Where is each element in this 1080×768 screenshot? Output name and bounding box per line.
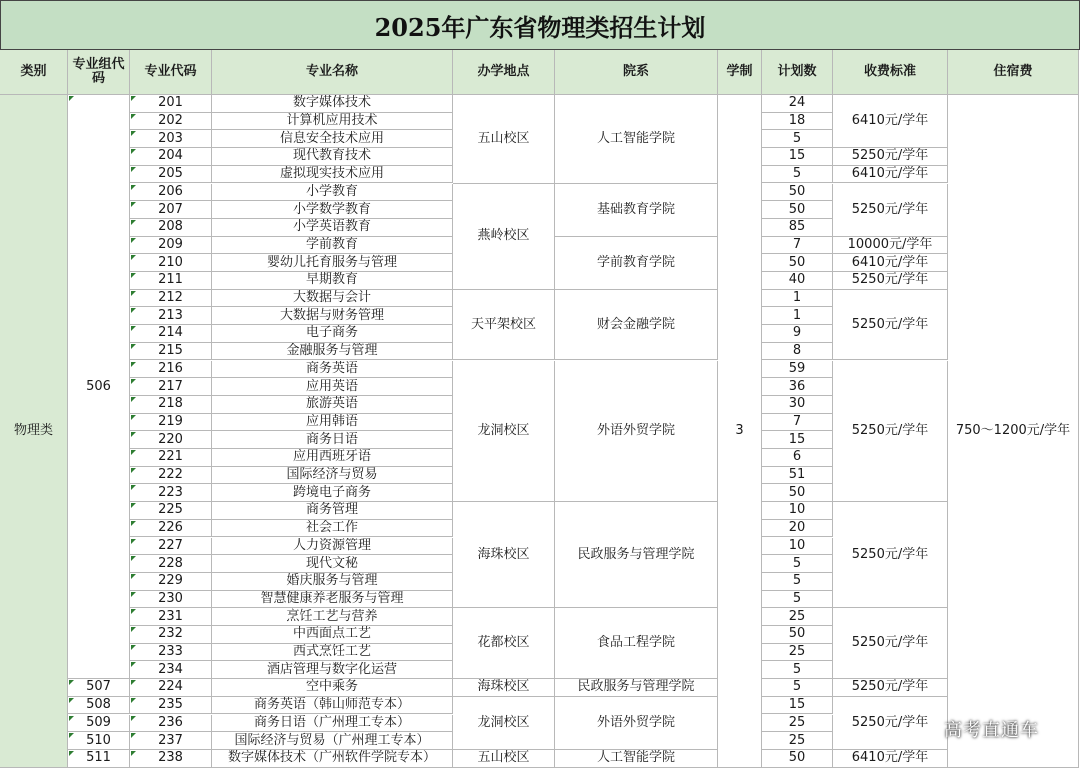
major-code-cell: 205 xyxy=(130,166,212,184)
campus-location-cell: 龙洞校区 xyxy=(453,361,555,503)
campus-location-cell: 五山校区 xyxy=(453,95,555,184)
plan-count-cell: 25 xyxy=(762,644,833,662)
major-code-cell: 216 xyxy=(130,361,212,379)
plan-count-cell: 7 xyxy=(762,414,833,432)
major-code-cell: 202 xyxy=(130,113,212,131)
plan-count-cell: 50 xyxy=(762,254,833,272)
major-code-cell: 238 xyxy=(130,750,212,768)
department-cell: 外语外贸学院 xyxy=(555,361,718,503)
plan-count-cell: 5 xyxy=(762,130,833,148)
group-code-cell: 510 xyxy=(68,732,130,750)
major-name-cell: 社会工作 xyxy=(212,520,453,538)
major-name-cell: 国际经济与贸易（广州理工专本） xyxy=(212,732,453,750)
major-code-cell: 221 xyxy=(130,449,212,467)
tuition-fee-cell: 6410元/学年 xyxy=(833,95,948,148)
plan-count-cell: 5 xyxy=(762,166,833,184)
major-name-cell: 数字媒体技术（广州软件学院专本） xyxy=(212,750,453,768)
major-name-cell: 计算机应用技术 xyxy=(212,113,453,131)
major-name-cell: 早期教育 xyxy=(212,272,453,290)
major-name-cell: 金融服务与管理 xyxy=(212,343,453,361)
header-study-years: 学制 xyxy=(718,50,762,95)
major-name-cell: 西式烹饪工艺 xyxy=(212,644,453,662)
tuition-fee-cell: 10000元/学年 xyxy=(833,237,948,255)
plan-count-cell: 50 xyxy=(762,201,833,219)
plan-count-cell: 25 xyxy=(762,608,833,626)
plan-count-cell: 10 xyxy=(762,538,833,556)
major-code-cell: 225 xyxy=(130,502,212,520)
plan-count-cell: 50 xyxy=(762,184,833,202)
major-name-cell: 小学教育 xyxy=(212,184,453,202)
department-cell: 基础教育学院 xyxy=(555,184,718,237)
major-name-cell: 电子商务 xyxy=(212,325,453,343)
plan-count-cell: 5 xyxy=(762,555,833,573)
tuition-fee-cell: 5250元/学年 xyxy=(833,361,948,503)
tuition-fee-cell: 5250元/学年 xyxy=(833,148,948,166)
header-tuition: 收费标准 xyxy=(833,50,948,95)
header-category: 类别 xyxy=(0,50,68,95)
header-department: 院系 xyxy=(555,50,718,95)
plan-count-cell: 36 xyxy=(762,378,833,396)
tuition-fee-cell: 5250元/学年 xyxy=(833,608,948,679)
major-code-cell: 233 xyxy=(130,644,212,662)
tuition-fee-cell: 5250元/学年 xyxy=(833,184,948,237)
major-code-cell: 214 xyxy=(130,325,212,343)
tuition-fee-cell: 6410元/学年 xyxy=(833,166,948,184)
major-code-cell: 210 xyxy=(130,254,212,272)
plan-count-cell: 51 xyxy=(762,467,833,485)
major-code-cell: 207 xyxy=(130,201,212,219)
group-code-cell: 508 xyxy=(68,697,130,715)
plan-count-cell: 15 xyxy=(762,697,833,715)
major-code-cell: 228 xyxy=(130,555,212,573)
campus-location-cell: 燕岭校区 xyxy=(453,184,555,290)
major-name-cell: 酒店管理与数字化运营 xyxy=(212,661,453,679)
tuition-fee-cell: 5250元/学年 xyxy=(833,290,948,361)
major-name-cell: 现代文秘 xyxy=(212,555,453,573)
major-code-cell: 224 xyxy=(130,679,212,697)
major-name-cell: 国际经济与贸易 xyxy=(212,467,453,485)
major-name-cell: 商务日语 xyxy=(212,431,453,449)
department-cell: 人工智能学院 xyxy=(555,750,718,768)
major-code-cell: 231 xyxy=(130,608,212,626)
header-major-code: 专业代码 xyxy=(130,50,212,95)
major-name-cell: 虚拟现实技术应用 xyxy=(212,166,453,184)
major-name-cell: 商务管理 xyxy=(212,502,453,520)
major-name-cell: 信息安全技术应用 xyxy=(212,130,453,148)
page-title: 2025年广东省物理类招生计划 xyxy=(0,0,1080,50)
major-name-cell: 商务英语（韩山师范专本） xyxy=(212,697,453,715)
major-name-cell: 烹饪工艺与营养 xyxy=(212,608,453,626)
major-code-cell: 212 xyxy=(130,290,212,308)
plan-count-cell: 9 xyxy=(762,325,833,343)
tuition-fee-cell: 6410元/学年 xyxy=(833,254,948,272)
plan-count-cell: 1 xyxy=(762,290,833,308)
campus-location-cell: 天平架校区 xyxy=(453,290,555,361)
major-code-cell: 235 xyxy=(130,697,212,715)
major-code-cell: 208 xyxy=(130,219,212,237)
campus-location-cell: 海珠校区 xyxy=(453,679,555,697)
plan-count-cell: 25 xyxy=(762,732,833,750)
plan-count-cell: 6 xyxy=(762,449,833,467)
tuition-fee-cell: 6410元/学年 xyxy=(833,750,948,768)
campus-location-cell: 花都校区 xyxy=(453,608,555,679)
department-cell: 学前教育学院 xyxy=(555,237,718,290)
tuition-fee-cell: 5250元/学年 xyxy=(833,272,948,290)
major-code-cell: 222 xyxy=(130,467,212,485)
major-name-cell: 商务英语 xyxy=(212,361,453,379)
campus-location-cell: 五山校区 xyxy=(453,750,555,768)
tuition-fee-cell: 5250元/学年 xyxy=(833,502,948,608)
plan-count-cell: 20 xyxy=(762,520,833,538)
major-code-cell: 234 xyxy=(130,661,212,679)
major-name-cell: 空中乘务 xyxy=(212,679,453,697)
plan-count-cell: 50 xyxy=(762,484,833,502)
group-code-cell: 511 xyxy=(68,750,130,768)
plan-count-cell: 25 xyxy=(762,715,833,733)
plan-count-cell: 50 xyxy=(762,750,833,768)
major-name-cell: 应用西班牙语 xyxy=(212,449,453,467)
header-group-code: 专业组代码 xyxy=(68,50,130,95)
major-code-cell: 206 xyxy=(130,184,212,202)
plan-count-cell: 15 xyxy=(762,148,833,166)
plan-count-cell: 5 xyxy=(762,661,833,679)
accommodation-fee-cell: 750～1200元/学年 xyxy=(948,95,1079,768)
plan-count-cell: 8 xyxy=(762,343,833,361)
campus-location-cell: 龙洞校区 xyxy=(453,697,555,750)
major-name-cell: 智慧健康养老服务与管理 xyxy=(212,591,453,609)
plan-count-cell: 7 xyxy=(762,237,833,255)
header-accommodation: 住宿费 xyxy=(948,50,1079,95)
group-code-cell: 506 xyxy=(68,95,130,679)
plan-count-cell: 5 xyxy=(762,679,833,697)
major-code-cell: 213 xyxy=(130,307,212,325)
major-code-cell: 232 xyxy=(130,626,212,644)
major-name-cell: 跨境电子商务 xyxy=(212,484,453,502)
major-name-cell: 小学英语教育 xyxy=(212,219,453,237)
major-name-cell: 现代教育技术 xyxy=(212,148,453,166)
major-name-cell: 中西面点工艺 xyxy=(212,626,453,644)
major-code-cell: 237 xyxy=(130,732,212,750)
campus-location-cell: 海珠校区 xyxy=(453,502,555,608)
major-code-cell: 236 xyxy=(130,715,212,733)
major-name-cell: 小学数学教育 xyxy=(212,201,453,219)
major-name-cell: 大数据与会计 xyxy=(212,290,453,308)
plan-count-cell: 15 xyxy=(762,431,833,449)
department-cell: 食品工程学院 xyxy=(555,608,718,679)
plan-count-cell: 40 xyxy=(762,272,833,290)
major-name-cell: 旅游英语 xyxy=(212,396,453,414)
group-code-cell: 509 xyxy=(68,715,130,733)
major-name-cell: 学前教育 xyxy=(212,237,453,255)
group-code-cell: 507 xyxy=(68,679,130,697)
department-cell: 外语外贸学院 xyxy=(555,697,718,750)
major-name-cell: 大数据与财务管理 xyxy=(212,307,453,325)
tuition-fee-cell: 5250元/学年 xyxy=(833,697,948,750)
department-cell: 财会金融学院 xyxy=(555,290,718,361)
department-cell: 民政服务与管理学院 xyxy=(555,679,718,697)
major-code-cell: 218 xyxy=(130,396,212,414)
major-name-cell: 商务日语（广州理工专本） xyxy=(212,715,453,733)
major-name-cell: 应用韩语 xyxy=(212,414,453,432)
tuition-fee-cell: 5250元/学年 xyxy=(833,679,948,697)
plan-count-cell: 59 xyxy=(762,361,833,379)
major-code-cell: 201 xyxy=(130,95,212,113)
major-code-cell: 217 xyxy=(130,378,212,396)
plan-count-cell: 30 xyxy=(762,396,833,414)
department-cell: 民政服务与管理学院 xyxy=(555,502,718,608)
plan-count-cell: 18 xyxy=(762,113,833,131)
major-name-cell: 人力资源管理 xyxy=(212,538,453,556)
plan-count-cell: 5 xyxy=(762,591,833,609)
plan-count-cell: 85 xyxy=(762,219,833,237)
category-cell: 物理类 xyxy=(0,95,68,768)
major-code-cell: 209 xyxy=(130,237,212,255)
plan-count-cell: 24 xyxy=(762,95,833,113)
watermark: 高考直通车 xyxy=(944,720,1039,741)
plan-count-cell: 5 xyxy=(762,573,833,591)
major-code-cell: 219 xyxy=(130,414,212,432)
header-location: 办学地点 xyxy=(453,50,555,95)
major-code-cell: 211 xyxy=(130,272,212,290)
major-code-cell: 226 xyxy=(130,520,212,538)
major-name-cell: 数字媒体技术 xyxy=(212,95,453,113)
plan-count-cell: 10 xyxy=(762,502,833,520)
plan-count-cell: 50 xyxy=(762,626,833,644)
major-code-cell: 215 xyxy=(130,343,212,361)
major-code-cell: 203 xyxy=(130,130,212,148)
department-cell: 人工智能学院 xyxy=(555,95,718,184)
major-name-cell: 应用英语 xyxy=(212,378,453,396)
major-name-cell: 婚庆服务与管理 xyxy=(212,573,453,591)
major-code-cell: 223 xyxy=(130,484,212,502)
major-code-cell: 220 xyxy=(130,431,212,449)
header-plan-count: 计划数 xyxy=(762,50,833,95)
major-code-cell: 229 xyxy=(130,573,212,591)
major-name-cell: 婴幼儿托育服务与管理 xyxy=(212,254,453,272)
major-code-cell: 230 xyxy=(130,591,212,609)
major-code-cell: 204 xyxy=(130,148,212,166)
plan-count-cell: 1 xyxy=(762,307,833,325)
study-years-cell: 3 xyxy=(718,95,762,768)
header-major-name: 专业名称 xyxy=(212,50,453,95)
major-code-cell: 227 xyxy=(130,538,212,556)
